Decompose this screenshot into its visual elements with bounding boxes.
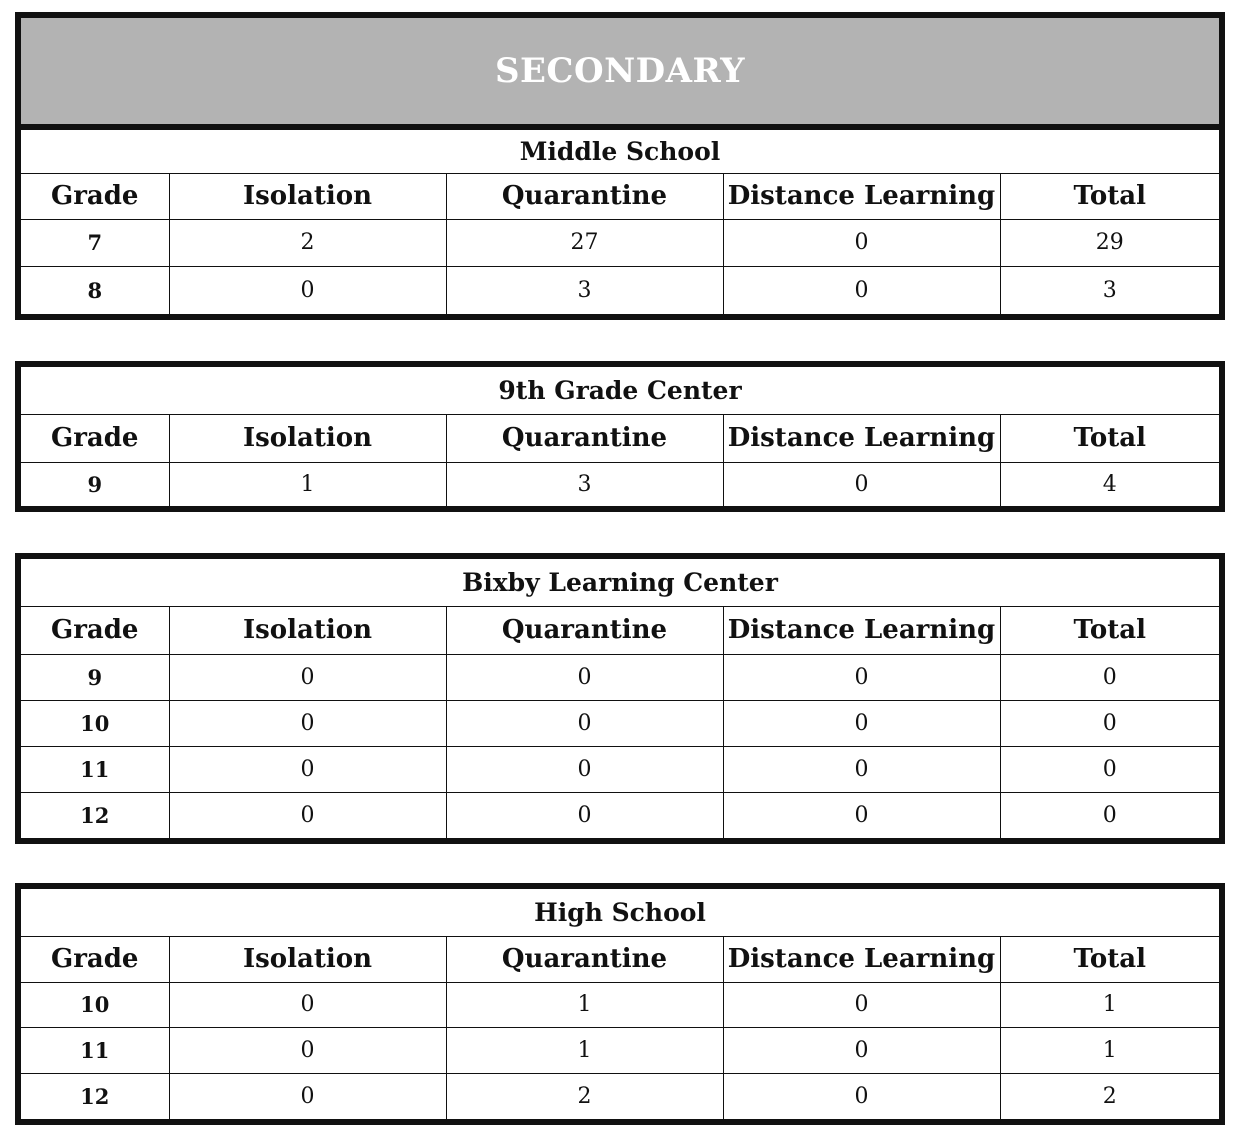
distance-learning-cell: 0 [723,462,1000,506]
quarantine-cell: 27 [446,219,723,267]
middle-school-table [15,12,1225,320]
isolation-header: Isolation [169,173,446,219]
total-header: Total [1000,173,1219,219]
table-row [21,1028,1219,1074]
middle-school-title: Middle School [21,127,1219,173]
quarantine-cell: 3 [446,462,723,506]
distance-learning-header: Distance Learning [723,936,1000,982]
quarantine-header: Quarantine [446,936,723,982]
table-row [21,1074,1219,1119]
distance-learning-cell: 0 [723,982,1000,1028]
grade-cell: 12 [21,793,169,838]
quarantine-cell: 0 [446,654,723,700]
isolation-cell: 0 [169,793,446,838]
isolation-cell: 0 [169,654,446,700]
secondary-banner: SECONDARY [21,18,1219,127]
quarantine-cell: 3 [446,267,723,314]
grade-header: Grade [21,414,169,462]
high-school-title: High School [21,889,1219,936]
isolation-cell: 0 [169,700,446,746]
quarantine-header: Quarantine [446,173,723,219]
total-header: Total [1000,414,1219,462]
isolation-cell: 1 [169,462,446,506]
grade-cell: 9 [21,462,169,506]
table-row [21,462,1219,506]
quarantine-header: Quarantine [446,606,723,654]
isolation-cell: 0 [169,982,446,1028]
quarantine-cell: 1 [446,1028,723,1074]
isolation-header: Isolation [169,606,446,654]
table-row [21,746,1219,792]
table-row [21,219,1219,267]
quarantine-cell: 0 [446,793,723,838]
distance-learning-cell: 0 [723,793,1000,838]
distance-learning-header: Distance Learning [723,414,1000,462]
grade-cell: 7 [21,219,169,267]
distance-learning-cell: 0 [723,700,1000,746]
distance-learning-cell: 0 [723,1074,1000,1119]
distance-learning-cell: 0 [723,746,1000,792]
quarantine-cell: 2 [446,1074,723,1119]
distance-learning-cell: 0 [723,1028,1000,1074]
grade-cell: 11 [21,1028,169,1074]
table-row [21,793,1219,838]
grade-cell: 12 [21,1074,169,1119]
isolation-header: Isolation [169,936,446,982]
bixby-learning-center-title: Bixby Learning Center [21,559,1219,606]
isolation-cell: 0 [169,1028,446,1074]
grade-cell: 10 [21,982,169,1028]
total-cell: 0 [1000,654,1219,700]
isolation-header: Isolation [169,414,446,462]
total-cell: 0 [1000,793,1219,838]
isolation-cell: 0 [169,267,446,314]
grade-header: Grade [21,173,169,219]
total-cell: 0 [1000,746,1219,792]
distance-learning-header: Distance Learning [723,173,1000,219]
table-row [21,982,1219,1028]
total-cell: 3 [1000,267,1219,314]
grade-cell: 11 [21,746,169,792]
quarantine-cell: 1 [446,982,723,1028]
grade-cell: 9 [21,654,169,700]
quarantine-cell: 0 [446,700,723,746]
distance-learning-cell: 0 [723,267,1000,314]
distance-learning-cell: 0 [723,219,1000,267]
distance-learning-cell: 0 [723,654,1000,700]
quarantine-header: Quarantine [446,414,723,462]
total-cell: 0 [1000,700,1219,746]
isolation-cell: 0 [169,746,446,792]
ninth-grade-center-table [15,361,1225,512]
grade-header: Grade [21,936,169,982]
total-header: Total [1000,936,1219,982]
total-cell: 4 [1000,462,1219,506]
grade-cell: 10 [21,700,169,746]
table-row [21,700,1219,746]
grade-cell: 8 [21,267,169,314]
quarantine-cell: 0 [446,746,723,792]
high-school-table [15,883,1225,1125]
ninth-grade-center-title: 9th Grade Center [21,367,1219,414]
isolation-cell: 2 [169,219,446,267]
total-cell: 1 [1000,1028,1219,1074]
total-cell: 29 [1000,219,1219,267]
table-row [21,267,1219,314]
total-cell: 2 [1000,1074,1219,1119]
isolation-cell: 0 [169,1074,446,1119]
table-row [21,654,1219,700]
bixby-learning-center-table [15,553,1225,844]
total-cell: 1 [1000,982,1219,1028]
grade-header: Grade [21,606,169,654]
total-header: Total [1000,606,1219,654]
distance-learning-header: Distance Learning [723,606,1000,654]
